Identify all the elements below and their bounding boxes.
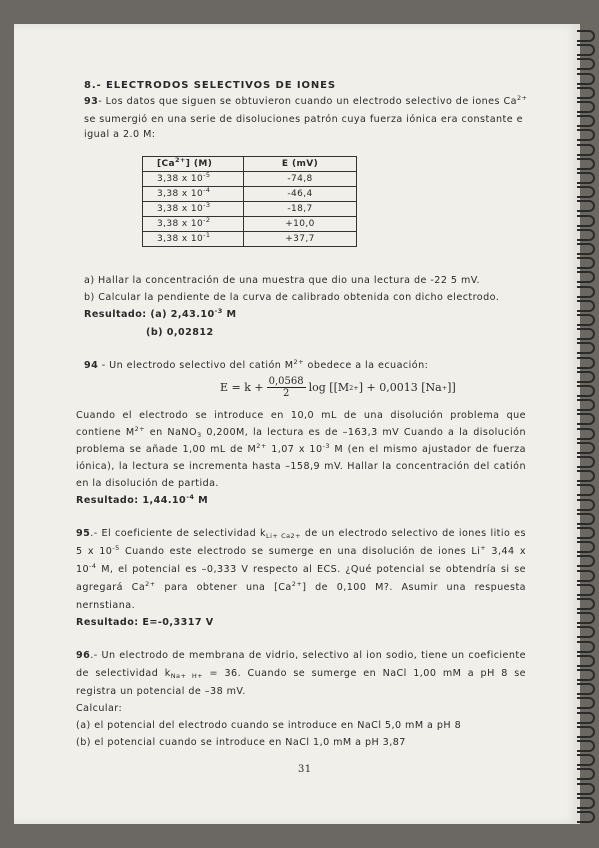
table-header-row [143, 157, 357, 172]
problem-96-number: 96 [76, 650, 91, 661]
cell-concentration: 3,38 x $10^{-2}$ [143, 217, 244, 232]
problem-93-line3: igual a 2.0 M: [84, 129, 156, 140]
cell-potential: -46,4 [244, 187, 357, 202]
calibration-table [142, 156, 357, 247]
cell-potential: -74,8 [244, 172, 357, 187]
problem-93-question-a: a) Hallar la concentración de una muestra que dio una lectura de -22 5 mV. [84, 275, 481, 286]
problem-93-question-b: b) Calcular la pendiente de la curva de calibrado obtenida con dicho electrodo. [84, 292, 500, 303]
problem-95-line1: 95.- El coeficiente de selectividad $k_{Li+ Ca2+}$ de un electrodo selectivo de iones litio es [76, 528, 526, 540]
cell-concentration: 3,38 x $10^{-3}$ [143, 202, 244, 217]
problem-94-line1: Cuando el electrodo se introduce en 10,0 mL de una disolución problema que [76, 410, 526, 421]
section-title: 8.- ELECTRODOS SELECTIVOS DE IONES [84, 80, 336, 91]
table-row [143, 172, 357, 187]
problem-95-line4: agregará $Ca^{2+}$ para obtener una $[Ca^{2+}]$ de 0,100 M?. Asumir una respuesta [76, 580, 526, 593]
cell-concentration: 3,38 x $10^{-5}$ [143, 172, 244, 187]
problem-96-line5: (a) el potencial del electrodo cuando se introduce en NaCl 5,0 mM a pH 8 [76, 720, 462, 731]
problem-93-result-b: (b) 0,02812 [146, 327, 214, 338]
table-row [143, 202, 357, 217]
equation: E = k + $\frac{0,0568}{2}$ log [[M 2+ ] + 0,0013 [Na + ]] [220, 376, 456, 399]
problem-94-intro: 94 - Un electrodo selectivo del catión $M^{2+}$ obedece a la ecuación: [84, 358, 429, 371]
problem-94-result: Resultado: $1,44.10^{-4}$ M [76, 493, 209, 506]
problem-94-line4: iónica), la lectura se incrementa hasta –158,9 mV. Hallar la concentración del catión [76, 461, 526, 472]
problem-93-result-a: Resultado: (a) $2,43.10^{-3}$ M [84, 307, 237, 320]
problem-93-line1: 93- Los datos que siguen se obtuvieron cuando un electrodo selectivo de iones $Ca^{2+}$ [84, 94, 528, 107]
problem-95-result: Resultado: E=-0,3317 V [76, 617, 214, 628]
problem-94-line3: problema se añade 1,00 mL de $M^{2+}$ 1,07 x $10^{-3}$ M (en el mismo ajustador de fuerza [76, 442, 526, 455]
problem-96-line6: (b) el potencial cuando se introduce en NaCl 1,0 mM a pH 3,87 [76, 737, 406, 748]
cell-potential: +37,7 [244, 232, 357, 247]
header-potential: E (mV) [244, 157, 357, 172]
cell-concentration: 3,38 x $10^{-4}$ [143, 187, 244, 202]
equation-fraction: $\frac{0,0568}{2}$ [268, 376, 304, 399]
table-row [143, 187, 357, 202]
problem-94-line5: en la disolución de partida. [76, 478, 219, 489]
header-concentration: $[Ca^{2+}]$ (M) [143, 157, 244, 172]
cell-potential: +10,0 [244, 217, 357, 232]
table-row [143, 232, 357, 247]
problem-94-number: 94 [84, 360, 99, 371]
problem-94-line2: contiene $M^{2+}$ en NaNO$_3$ 0,200M, la lectura es de –163,3 mV Cuando a la disolución [76, 425, 526, 439]
page-number: 31 [298, 764, 312, 775]
cell-potential: -18,7 [244, 202, 357, 217]
table-row [143, 217, 357, 232]
problem-96-line4: Calcular: [76, 703, 123, 714]
problem-96-line2: de selectividad $k_{Na+ H+} = 36$. Cuando se sumerge en NaCl 1,00 mM a pH 8 se [76, 668, 526, 680]
problem-95-number: 95 [76, 528, 91, 539]
problem-95-line3: $10^{-4}$ M, el potencial es –0,333 V respecto al ECS. ¿Qué potencial se obtendría si se [76, 562, 526, 575]
problem-96-line1: 96.- Un electrodo de membrana de vidrio, selectivo al ion sodio, tiene un coeficiente [76, 650, 526, 661]
problem-95-line5: nernstiana. [76, 600, 136, 611]
problem-96-line3: registra un potencial de –38 mV. [76, 686, 246, 697]
problem-93-number: 93 [84, 96, 99, 107]
problem-95-line2: 5 x $10^{-5}$ Cuando este electrodo se sumerge en una disolución de iones Li+ 3,44 x [76, 544, 526, 557]
cell-concentration: 3,38 x $10^{-1}$ [143, 232, 244, 247]
problem-93-line2: se sumergió en una serie de disoluciones patrón cuya fuerza iónica era constante e [84, 114, 523, 125]
